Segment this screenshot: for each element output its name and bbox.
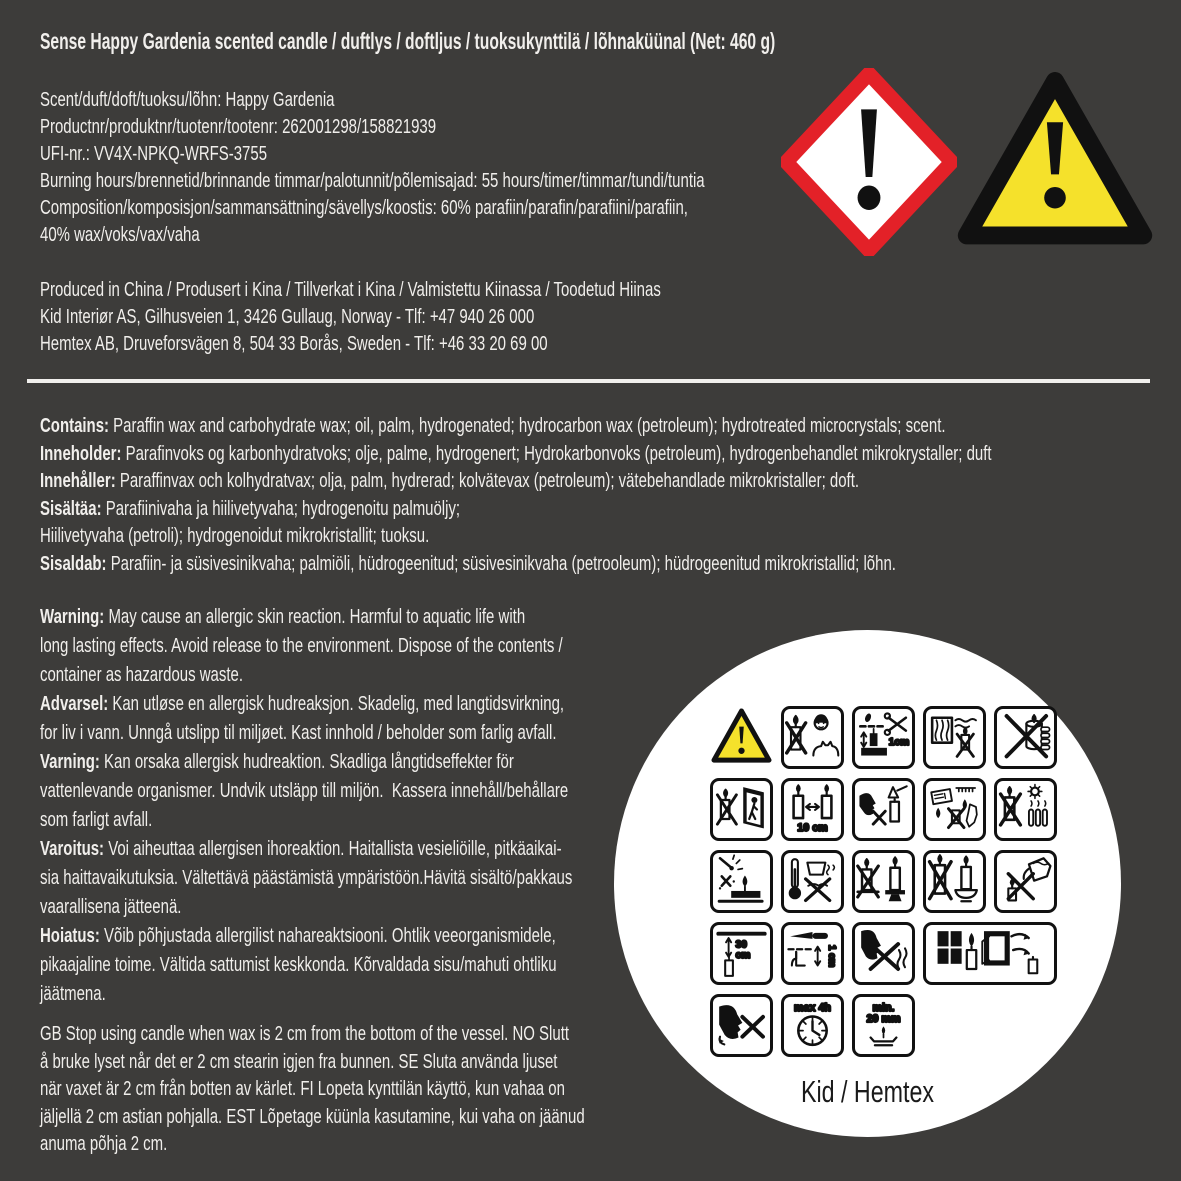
- contains-fi-2: Hiilivetyvaha (petroli); hydrogenoidut mikrokristallit; tuoksu.: [40, 524, 430, 547]
- contains-ee: Sisaldab: Parafiin- ja süsivesinikvaha; palmiöli, hüdrogeenitud; süsivesinikvaha (petrooleum); hüdrogeenitud mikrokristallid; lõhn.: [40, 551, 896, 575]
- contains-section: [40, 412, 992, 577]
- burn-max-4h-icon: [781, 994, 844, 1057]
- svg-text:max 4h: max 4h: [794, 1001, 831, 1014]
- product-info: [40, 86, 705, 248]
- never-unattended-icon: [710, 778, 773, 841]
- composition-line-2: 40% wax/voks/vax/vaha: [40, 223, 200, 246]
- burning-hours-line: Burning hours/brennetid/brinnande timmar/palotunnit/põlemisajad: 55 hours/timer/timmar/tundi/tuntia: [40, 169, 705, 192]
- warning-ee-2: pikaajaline toime. Vältida sattumist keskkonda. Kõrvaldada sisu/mahuti ohtliku: [40, 953, 557, 976]
- warning-triangle-icon: [956, 72, 1154, 248]
- warning-en-2: long lasting effects. Avoid release to the environment. Dispose of the contents /: [40, 634, 563, 657]
- warning-se-3: som farligt avfall.: [40, 808, 153, 831]
- trim-wick-1cm-icon: [852, 706, 915, 769]
- warnings-section: [40, 602, 572, 1008]
- use-stable-holder-icon: [923, 850, 986, 913]
- svg-text:1 cm: 1 cm: [825, 944, 837, 968]
- min-20mm-left-icon: [852, 994, 915, 1057]
- warning-se-2: vattenlevande organismer. Undvik utsläpp till miljön. Kassera innehåll/behållare: [40, 779, 569, 802]
- usage-line-4: jäljellä 2 cm astian pohjalla. EST Lõpetage küünla kasutamine, kui vaha on jäänud: [40, 1104, 585, 1128]
- warning-no-1: Advarsel: Kan utløse en allergisk hudreaksjon. Skadelig, med langtidsvirkning,: [40, 692, 565, 715]
- warning-en-3: container as hazardous waste.: [40, 663, 243, 686]
- contains-no: Inneholder: Parafinvoks og karbonhydratvoks; olje, palme, hydrogenert; Hydrokarbonvoks (petroleum), hydrogenbehandlet mikrokrystaller; duft: [40, 441, 992, 465]
- svg-text:10 cm: 10 cm: [797, 821, 828, 834]
- svg-text:20 mm: 20 mm: [866, 1013, 901, 1026]
- usage-line-2: å bruke lyset når det er 2 cm stearin igjen fra bunnen. SE Sluta använda ljuset: [40, 1049, 558, 1073]
- hemtex-address-line: Hemtex AB, Druveforsvägen 8, 504 33 Borås, Sweden - Tlf: +46 33 20 69 00: [40, 332, 548, 355]
- warning-fi-3: vaarallisena jätteenä.: [40, 895, 182, 918]
- keep-from-draft-icon: [923, 706, 986, 769]
- no-smoke-inhale-icon: [852, 922, 915, 985]
- snuffer-only-icon: [852, 778, 915, 841]
- kid-address-line: Kid Interiør AS, Gilhusveien 1, 3426 Gullaug, Norway - Tlf: +47 940 26 000: [40, 305, 535, 328]
- no-debris-in-wax-icon: [710, 850, 773, 913]
- contains-se: Innehåller: Paraffinvax och kolhydratvax; olja, palm, hydrerad; kolvätevax (petroleum); vätebehandlade mikrokristaller; doft.: [40, 469, 860, 492]
- no-water-extinguish-icon: [994, 850, 1057, 913]
- do-not-blow-out-icon: [710, 994, 773, 1057]
- warning-no-2: for liv i vann. Unngå utslipp til miljøet. Kast innhold / beholder som farlig avfall.: [40, 721, 557, 744]
- pictogram-grid: [710, 706, 1057, 1057]
- safety-pictogram-circle: [614, 630, 1121, 1137]
- usage-line-3: när vaxet är 2 cm från botten av kärlet. FI Lopeta kynttilän käyttö, kun vahaa on: [40, 1077, 565, 1100]
- trim-wick-knife-1cm-icon: [781, 922, 844, 985]
- svg-text:30: 30: [735, 939, 747, 951]
- use-candle-holder-icon: [852, 850, 915, 913]
- product-title: Sense Happy Gardenia scented candle / duftlys / doftljus / tuoksukynttilä / lõhnaküünal (Net: 460 g): [40, 28, 776, 54]
- warning-triangle-small-icon: [710, 706, 773, 769]
- ufi-line: UFI-nr.: VV4X-NPKQ-WRFS-3755: [40, 142, 268, 165]
- keep-from-flammables-icon: [923, 778, 986, 841]
- warning-fi-1: Varoitus: Voi aiheuttaa allergisen ihoreaktion. Haitallista vesieliöille, pitkäaikai-: [40, 837, 562, 860]
- warning-fi-2: sia haittavaikutuksia. Vältettävä päästämistä ympäristöön.Hävitä sisältö/pakkaus: [40, 866, 573, 889]
- warning-ee-1: Hoiatus: Võib põhjustada allergilist nahareaktsiooni. Ohtlik veeorganismidele,: [40, 924, 556, 947]
- usage-line-1: GB Stop using candle when wax is 2 cm from the bottom of the vessel. NO Slutt: [40, 1022, 570, 1045]
- keep-from-heat-icon: [994, 778, 1057, 841]
- producer-info: [40, 276, 661, 357]
- usage-section: [40, 1020, 585, 1158]
- contains-fi-1: Sisältäa: Parafiinivaha ja hiilivetyvaha; hydrogenoitu palmuöljy;: [40, 496, 461, 520]
- produced-in-line: Produced in China / Produsert i Kina / Tillverkat i Kina / Valmistettu Kiinassa / Toodetud Hiinas: [40, 278, 661, 301]
- warning-ee-3: jäätmena.: [40, 982, 106, 1005]
- ghs07-exclamation-diamond-icon: [781, 68, 957, 256]
- warning-en-1: Warning: May cause an allergic skin reaction. Harmful to aquatic life with: [40, 605, 526, 628]
- divider-line: [27, 379, 1150, 383]
- contains-en: Contains: Paraffin wax and carbohydrate wax; oil, palm, hydrogenated; hydrocarbon wax (petroleum); hydrotreated microcrystals; scent.: [40, 414, 946, 437]
- svg-text:cm: cm: [735, 949, 751, 961]
- product-number-line: Productnr/produktnr/tuotenr/tootenr: 262001298/158821939: [40, 115, 437, 138]
- warning-se-1: Varning: Kan orsaka allergisk hudreaktion. Skadliga långtidseffekter för: [40, 750, 514, 773]
- brand-text: Kid / Hemtex: [800, 1074, 935, 1109]
- svg-text:min.: min.: [872, 1001, 895, 1014]
- composition-line-1: Composition/komposisjon/sammansättning/sävellys/koostis: 60% parafiin/parafin/parafiini/parafiin,: [40, 196, 688, 219]
- svg-text:1cm: 1cm: [888, 737, 910, 749]
- usage-line-5: anuma põhja 2 cm.: [40, 1132, 168, 1155]
- keep-away-children-pets-icon: [781, 706, 844, 769]
- clearance-30cm-icon: [710, 922, 773, 985]
- scent-line: Scent/duft/doft/tuoksu/lõhn: Happy Gardenia: [40, 88, 335, 111]
- do-not-move-burning-icon: [994, 706, 1057, 769]
- temperature-care-icon: [781, 850, 844, 913]
- distance-10cm-icon: [781, 778, 844, 841]
- ventilate-room-icon: [923, 922, 1057, 985]
